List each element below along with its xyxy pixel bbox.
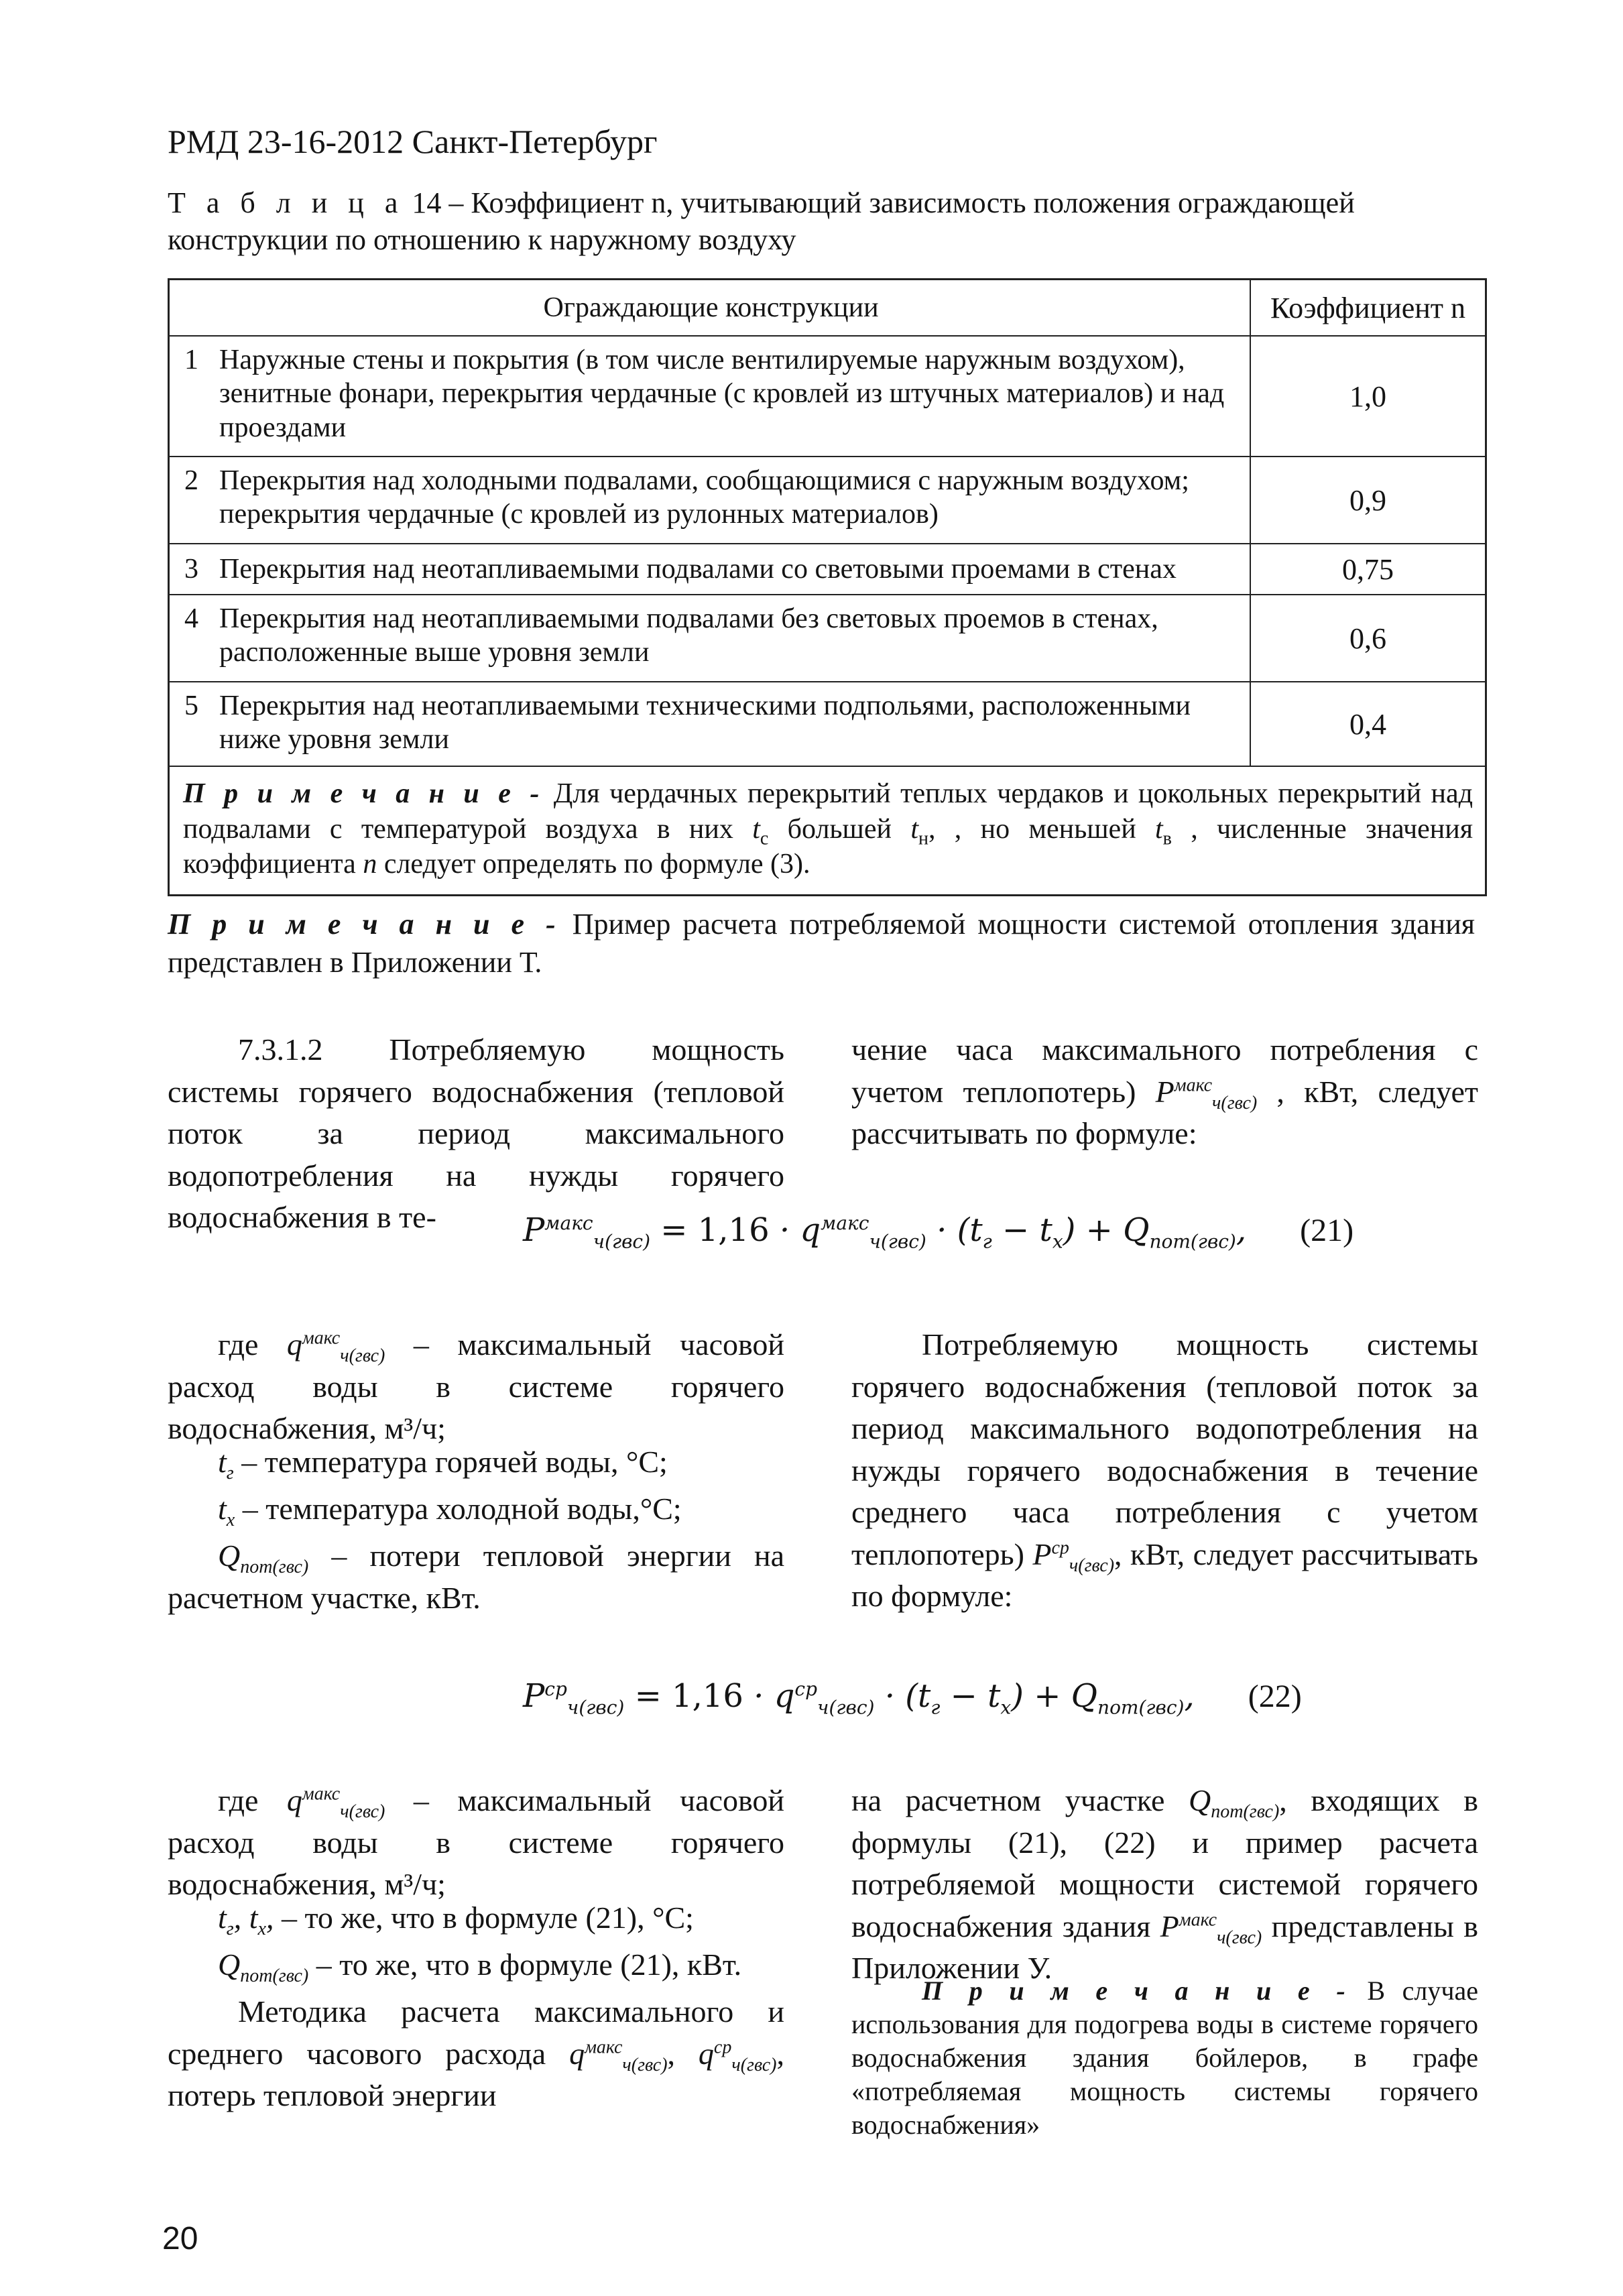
- row-description-cell: [170, 682, 1251, 766]
- formula-22: $P^{ср}_{ч(гвс)} = 1,16 \cdot q^{ср}_{ч(гвс)} \cdot (t_г - t_х) + Q_{пот(гвс)}$, (22): [523, 1677, 1302, 1719]
- section-paragraph-left: 7.3.1.2 Потребляемую мощность системы горячего водоснабжения (тепловой поток за период максимального водопотребления на нужды горячего водоснабжения в те-: [168, 1032, 784, 1235]
- row-coefficient: 0,9: [1349, 483, 1386, 517]
- heating-example-note: П р и м е ч а н и е - Пример расчета потребляемой мощности системой отопления здания представлен в Приложении Т.: [168, 908, 1475, 979]
- row-description-cell: [170, 544, 1251, 594]
- header-cell-coefficient: Коэффициент n: [1270, 291, 1466, 324]
- table-caption: [168, 184, 1475, 258]
- legend-t-cold: $t_х$ – температура холодной воды,°С;: [218, 1492, 682, 1531]
- average-power-paragraph: Потребляемую мощность системы горячего водоснабжения (тепловой поток за период максимального водопотребления на нужды горячего водоснабжения в течение среднего часа потребления с учетом теплопотерь) $P^{ср}_{ч(гвс)}$, кВт, следует рассчитывать по формуле:: [851, 1327, 1478, 1614]
- table-caption-text: 14 – Коэффициент n, учитывающий зависимость положения ограждающей конструкции по отношению к наружному воздуху: [168, 186, 1355, 256]
- page-number: 20: [162, 2221, 198, 2256]
- row-number: 1: [184, 345, 198, 375]
- row-coefficient: 0,4: [1349, 707, 1386, 741]
- legend-t-hot: $t_г$ – температура горячей воды, °С;: [218, 1445, 668, 1484]
- row-number: 2: [184, 465, 198, 496]
- table-row: [170, 594, 1485, 681]
- row-description: Наружные стены и покрытия (в том числе вентилируемые наружным воздухом), зенитные фонари, перекрытия чердачные (с кровлей из штучных материалов) и над проездами: [219, 345, 1225, 443]
- formula-21: $P^{макс}_{ч(гвс)} = 1,16 \cdot q^{макс}_{ч(гвс)} \cdot (t_г - t_х) + Q_{пот(гвс)}$, (21): [523, 1211, 1354, 1253]
- note-label: П р и м е ч а н и е -: [168, 908, 560, 941]
- row-description: Перекрытия над неотапливаемыми подвалами без световых проемов в стенах, расположенные выше уровня земли: [219, 603, 1158, 668]
- row-description: Перекрытия над неотапливаемыми подвалами со световыми проемами в стенах: [219, 553, 1177, 585]
- legend2-q-loss: $Q_{пот(гвс)}$ – то же, что в формуле (21), кВт.: [218, 1947, 742, 1987]
- table-row: [170, 335, 1485, 456]
- row-description-cell: [170, 337, 1251, 456]
- table-note: П р и м е ч а н и е - Для чердачных перекрытий теплых чердаков и цокольных перекрытий над подвалами с температурой воздуха в них $t_с$ большей $t_н$, , но меньшей $t_в$ , численные значения коэффициента n следует определять по формуле (3).: [170, 766, 1485, 894]
- table-row: [170, 456, 1485, 543]
- header-cell-constructions: Ограждающие конструкции: [170, 280, 1251, 335]
- row-description: Перекрытия над холодными подвалами, сообщающимися с наружным воздухом; перекрытия чердачные (с кровлей из рулонных материалов): [219, 465, 1189, 530]
- legend2-temperatures: $t_г$, $t_х$, – то же, что в формуле (21), °С;: [218, 1900, 694, 1940]
- table-caption-label: Т а б л и ц а: [168, 186, 405, 219]
- row-coefficient: 0,75: [1342, 552, 1394, 586]
- section-paragraph-right: чение часа максимального потребления с учетом теплопотерь) $P^{макс}_{ч(гвс)}$ , кВт, следует рассчитывать по формуле:: [851, 1032, 1478, 1151]
- row-description: Перекрытия над неотапливаемыми техническими подпольями, расположенными ниже уровня земли: [219, 690, 1191, 756]
- note-label: П р и м е ч а н и е -: [922, 1976, 1350, 2006]
- method-paragraph: Методика расчета максимального и среднего часового расхода $q^{макс}_{ч(гвс)}$, $q^{ср}_{ч(гвс)}$, потерь тепловой энергии: [168, 1994, 785, 2113]
- row-number: 4: [184, 603, 198, 634]
- row-coefficient: 0,6: [1349, 621, 1386, 655]
- formula-number: (22): [1248, 1679, 1302, 1714]
- row-number: 5: [184, 690, 198, 721]
- document-header: РМД 23-16-2012 Санкт-Петербург: [168, 123, 658, 160]
- table-row: [170, 543, 1485, 594]
- coefficient-table: [168, 278, 1487, 896]
- table-row: [170, 681, 1485, 766]
- row-description-cell: [170, 595, 1251, 681]
- boiler-note: П р и м е ч а н и е - В случае использования для подогрева воды в системе горячего водоснабжения здания бойлеров, в графе «потребляемая мощность системы горячего водоснабжения»: [851, 1976, 1478, 2140]
- legend2-q-max: где $q^{макс}_{ч(гвс)}$ – максимальный часовой расход воды в системе горячего водоснабжения, м³/ч;: [168, 1783, 785, 1902]
- table-note-label: П р и м е ч а н и е -: [183, 778, 544, 809]
- row-number: 3: [184, 553, 198, 585]
- table-header-row: [170, 280, 1485, 335]
- legend-q-max: где $q^{макс}_{ч(гвс)}$ – максимальный часовой расход воды в системе горячего водоснабжения, м³/ч;: [168, 1327, 785, 1446]
- row-description-cell: [170, 457, 1251, 543]
- formula-number: (21): [1300, 1213, 1354, 1248]
- appendix-reference-paragraph: на расчетном участке $Q_{пот(гвс)}$, входящих в формулы (21), (22) и пример расчета потребляемой мощности системой горячего водоснабжения здания $P^{макс}_{ч(гвс)}$ представлены в Приложении У.: [851, 1783, 1479, 1986]
- row-coefficient: 1,0: [1349, 379, 1386, 413]
- legend-q-loss: $Q_{пот(гвс)}$ – потери тепловой энергии на расчетном участке, кВт.: [168, 1538, 784, 1615]
